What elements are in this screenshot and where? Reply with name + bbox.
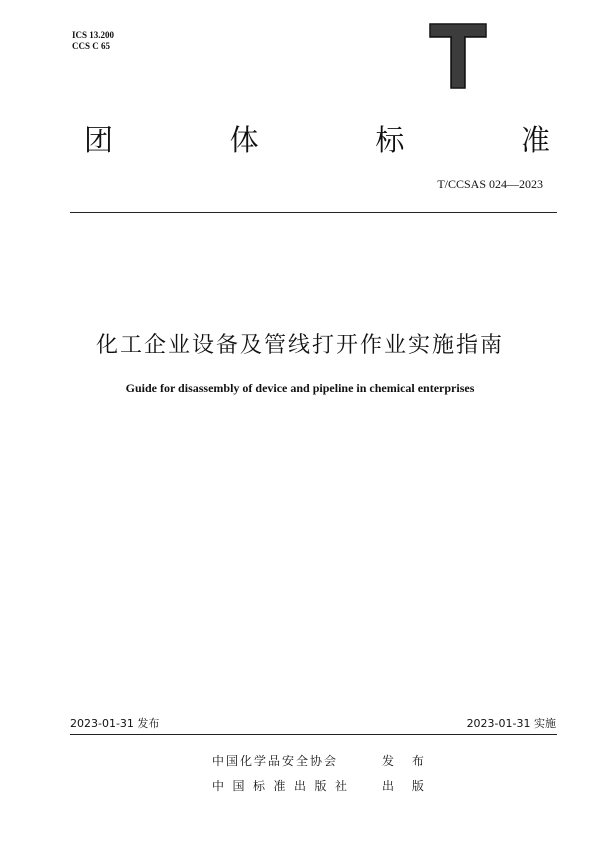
chinese-title: 化工企业设备及管线打开作业实施指南 xyxy=(95,333,504,358)
press-action: 出 版 xyxy=(382,779,431,793)
doc-type-char: 体 xyxy=(229,123,259,157)
classification-codes xyxy=(72,30,114,52)
publisher-action: 发 布 xyxy=(382,754,431,768)
ccs-code: CCS C 65 xyxy=(72,41,111,51)
standard-t-logo xyxy=(428,22,488,90)
ics-code: ICS 13.200 xyxy=(72,30,115,40)
bottom-divider xyxy=(70,734,557,735)
doc-type-char: 准 xyxy=(520,123,550,157)
implement-date: 2023-01-31 实施 xyxy=(466,717,556,730)
press-name: 中国标准出版社 xyxy=(212,779,356,793)
doc-type-char: 团 xyxy=(84,123,114,157)
publish-date: 2023-01-31 发布 xyxy=(70,717,160,730)
top-divider xyxy=(70,212,557,213)
publisher-row xyxy=(212,752,431,769)
standard-number: T/CCSAS 024—2023 xyxy=(437,177,543,191)
doc-type-char: 标 xyxy=(375,123,405,157)
press-row xyxy=(212,777,431,794)
document-type-heading xyxy=(84,118,550,158)
english-title: Guide for disassembly of device and pipeline in chemical enterprises xyxy=(125,381,475,395)
publisher-org: 中国化学品安全协会 xyxy=(212,754,339,768)
